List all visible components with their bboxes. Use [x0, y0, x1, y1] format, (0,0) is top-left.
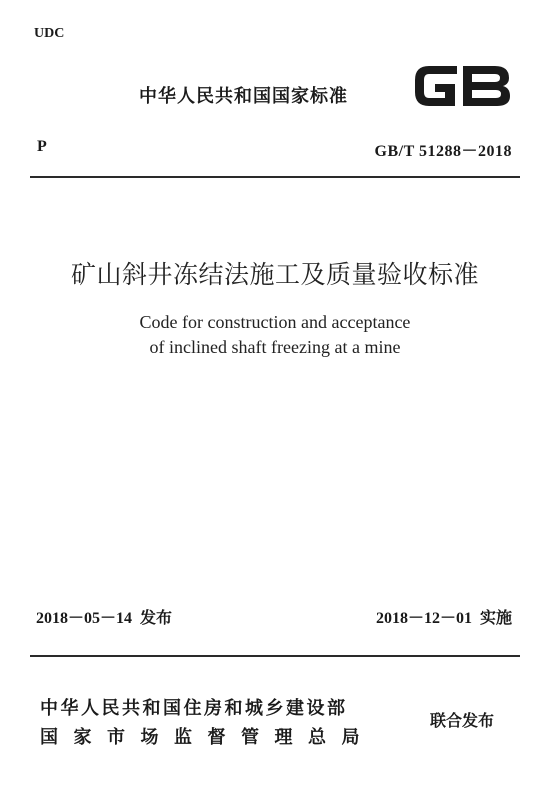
national-standard-heading: 中华人民共和国国家标准 [139, 86, 348, 107]
issuer-ministry: 中华人民共和国住房和城乡建设部 [40, 698, 348, 719]
standard-number: GB/T 51288－2018 [374, 143, 512, 160]
bottom-divider [30, 655, 520, 657]
joint-issue-label: 联合发布 [430, 711, 495, 730]
title-chinese: 矿山斜井冻结法施工及质量验收标准 [70, 260, 479, 289]
top-divider [30, 176, 520, 178]
issue-label: 发布 [140, 608, 173, 627]
issuer-administration: 国家市场监督管理总局 [40, 727, 375, 748]
implementation-date [376, 605, 512, 628]
issue-date-value: 2018－05－14 [36, 610, 133, 627]
gb-logo [409, 58, 515, 114]
implementation-date-value: 2018－12－01 [375, 610, 472, 627]
implementation-label: 实施 [479, 608, 512, 627]
title-english-line-2: of inclined shaft freezing at a mine [149, 337, 401, 357]
classification-code: P [37, 138, 47, 155]
udc-label: UDC [34, 26, 65, 41]
title-english-line-1: Code for construction and acceptance [139, 312, 411, 332]
issue-date [36, 605, 172, 628]
